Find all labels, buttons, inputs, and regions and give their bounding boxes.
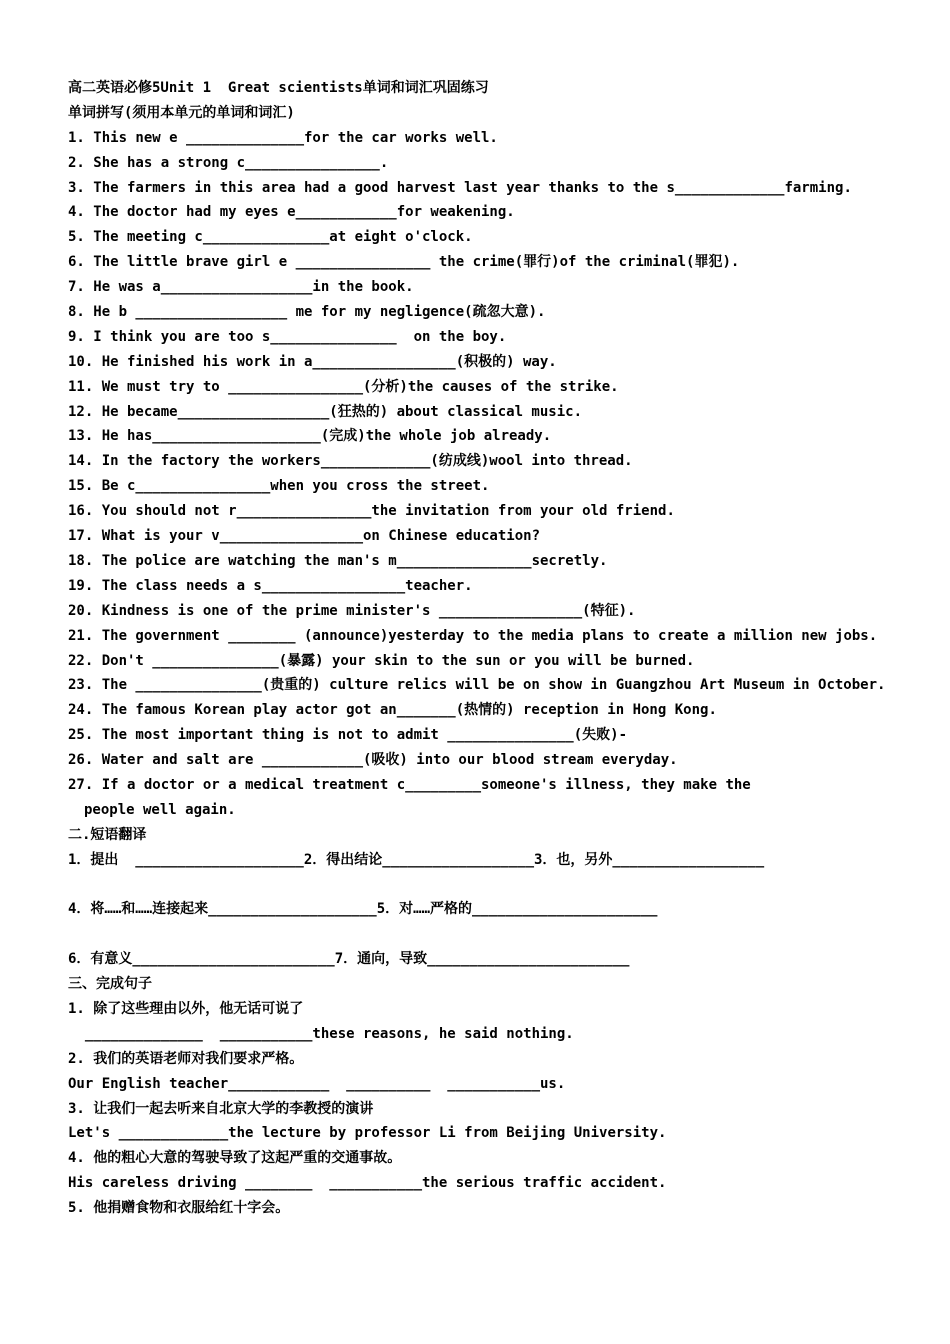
exercise-item: 14. In the factory the workers_____________(纺成线)wool into thread. bbox=[68, 453, 633, 470]
phrase-row: 1．提出 ____________________2．得出结论__________________3．也，另外__________________ bbox=[68, 851, 765, 868]
exercise-item: 25. The most important thing is not to admit _______________(失败)- bbox=[68, 727, 628, 744]
exercise-item: 13. He has____________________(完成)the whole job already. bbox=[68, 428, 552, 445]
section3-heading: 三、完成句子 bbox=[68, 976, 152, 993]
exercise-item: 19. The class needs a s_________________teacher. bbox=[68, 577, 473, 594]
exercise-item: 26. Water and salt are ____________(吸收) into our blood stream everyday. bbox=[68, 752, 678, 769]
spacer bbox=[68, 922, 898, 947]
worksheet-page bbox=[68, 76, 898, 1221]
exercise-item: 16. You should not r________________the invitation from your old friend. bbox=[68, 503, 675, 520]
worksheet-title: 高二英语必修5Unit 1 Great scientists单词和词汇巩固练习 bbox=[68, 80, 489, 96]
exercise-item: 20. Kindness is one of the prime minister's _________________(特征). bbox=[68, 602, 636, 619]
exercise-item: 18. The police are watching the man's m________________secretly. bbox=[68, 552, 608, 569]
exercise-item: 11. We must try to ________________(分析)the causes of the strike. bbox=[68, 378, 619, 395]
sentence-prompt: 5. 他捐赠食物和衣服给红十字会。 bbox=[68, 1200, 290, 1217]
exercise-item: 4. The doctor had my eyes e____________for weakening. bbox=[68, 204, 515, 221]
sentence-prompt: 2. 我们的英语老师对我们要求严格。 bbox=[68, 1050, 304, 1067]
sentence-answer: Let's _____________the lecture by professor Li from Beijing University. bbox=[68, 1125, 667, 1142]
exercise-item: 22. Don't _______________(暴露) your skin to the sun or you will be burned. bbox=[68, 652, 695, 669]
exercise-item: 10. He finished his work in a_________________(积极的) way. bbox=[68, 353, 557, 370]
phrase-row: 6．有意义________________________7．通向，导致________________________ bbox=[68, 951, 630, 968]
exercise-item: 21. The government ________ (announce)yesterday to the media plans to create a million new jobs. bbox=[68, 627, 878, 644]
exercise-item: 7. He was a__________________in the book. bbox=[68, 279, 414, 296]
section1-heading: 单词拼写(须用本单元的单词和词汇) bbox=[68, 104, 295, 121]
spacer bbox=[68, 873, 898, 898]
exercise-item: 15. Be c________________when you cross the street. bbox=[68, 478, 490, 495]
exercise-item: 17. What is your v_________________on Chinese education? bbox=[68, 528, 541, 545]
sentence-prompt: 3. 让我们一起去听来自北京大学的李教授的演讲 bbox=[68, 1100, 374, 1117]
sentence-prompt: 1. 除了这些理由以外，他无话可说了 bbox=[68, 1000, 304, 1017]
exercise-item: 1. This new e ______________for the car works well. bbox=[68, 129, 498, 146]
exercise-item: 5. The meeting c_______________at eight o'clock. bbox=[68, 229, 473, 246]
exercise-item: 12. He became__________________(狂热的) about classical music. bbox=[68, 403, 583, 420]
exercise-item: 23. The _______________(贵重的) culture relics will be on show in Guangzhou Art Museum in October. bbox=[68, 677, 886, 694]
exercise-item: 8. He b __________________ me for my negligence(疏忽大意). bbox=[68, 304, 546, 321]
exercise-item: 24. The famous Korean play actor got an_______(热情的) reception in Hong Kong. bbox=[68, 702, 717, 719]
exercise-item-continuation: people well again. bbox=[84, 801, 236, 818]
exercise-item: 27. If a doctor or a medical treatment c_________someone's illness, they make the bbox=[68, 776, 751, 793]
exercise-item: 9. I think you are too s_______________ on the boy. bbox=[68, 328, 507, 345]
sentence-answer: ______________ ___________these reasons, he said nothing. bbox=[68, 1025, 574, 1042]
sentence-answer: Our English teacher____________ __________ ___________us. bbox=[68, 1075, 566, 1092]
section2-heading: 二.短语翻译 bbox=[68, 826, 147, 843]
exercise-item: 2. She has a strong c________________. bbox=[68, 154, 389, 171]
exercise-item: 6. The little brave girl e ________________ the crime(罪行)of the criminal(罪犯). bbox=[68, 254, 740, 271]
sentence-answer: His careless driving ________ ___________the serious traffic accident. bbox=[68, 1175, 667, 1192]
sentence-prompt: 4. 他的粗心大意的驾驶导致了这起严重的交通事故。 bbox=[68, 1150, 402, 1167]
exercise-item: 3. The farmers in this area had a good harvest last year thanks to the s_____________farming. bbox=[68, 179, 852, 196]
phrase-row: 4．将……和……连接起来____________________5．对……严格的______________________ bbox=[68, 901, 658, 918]
